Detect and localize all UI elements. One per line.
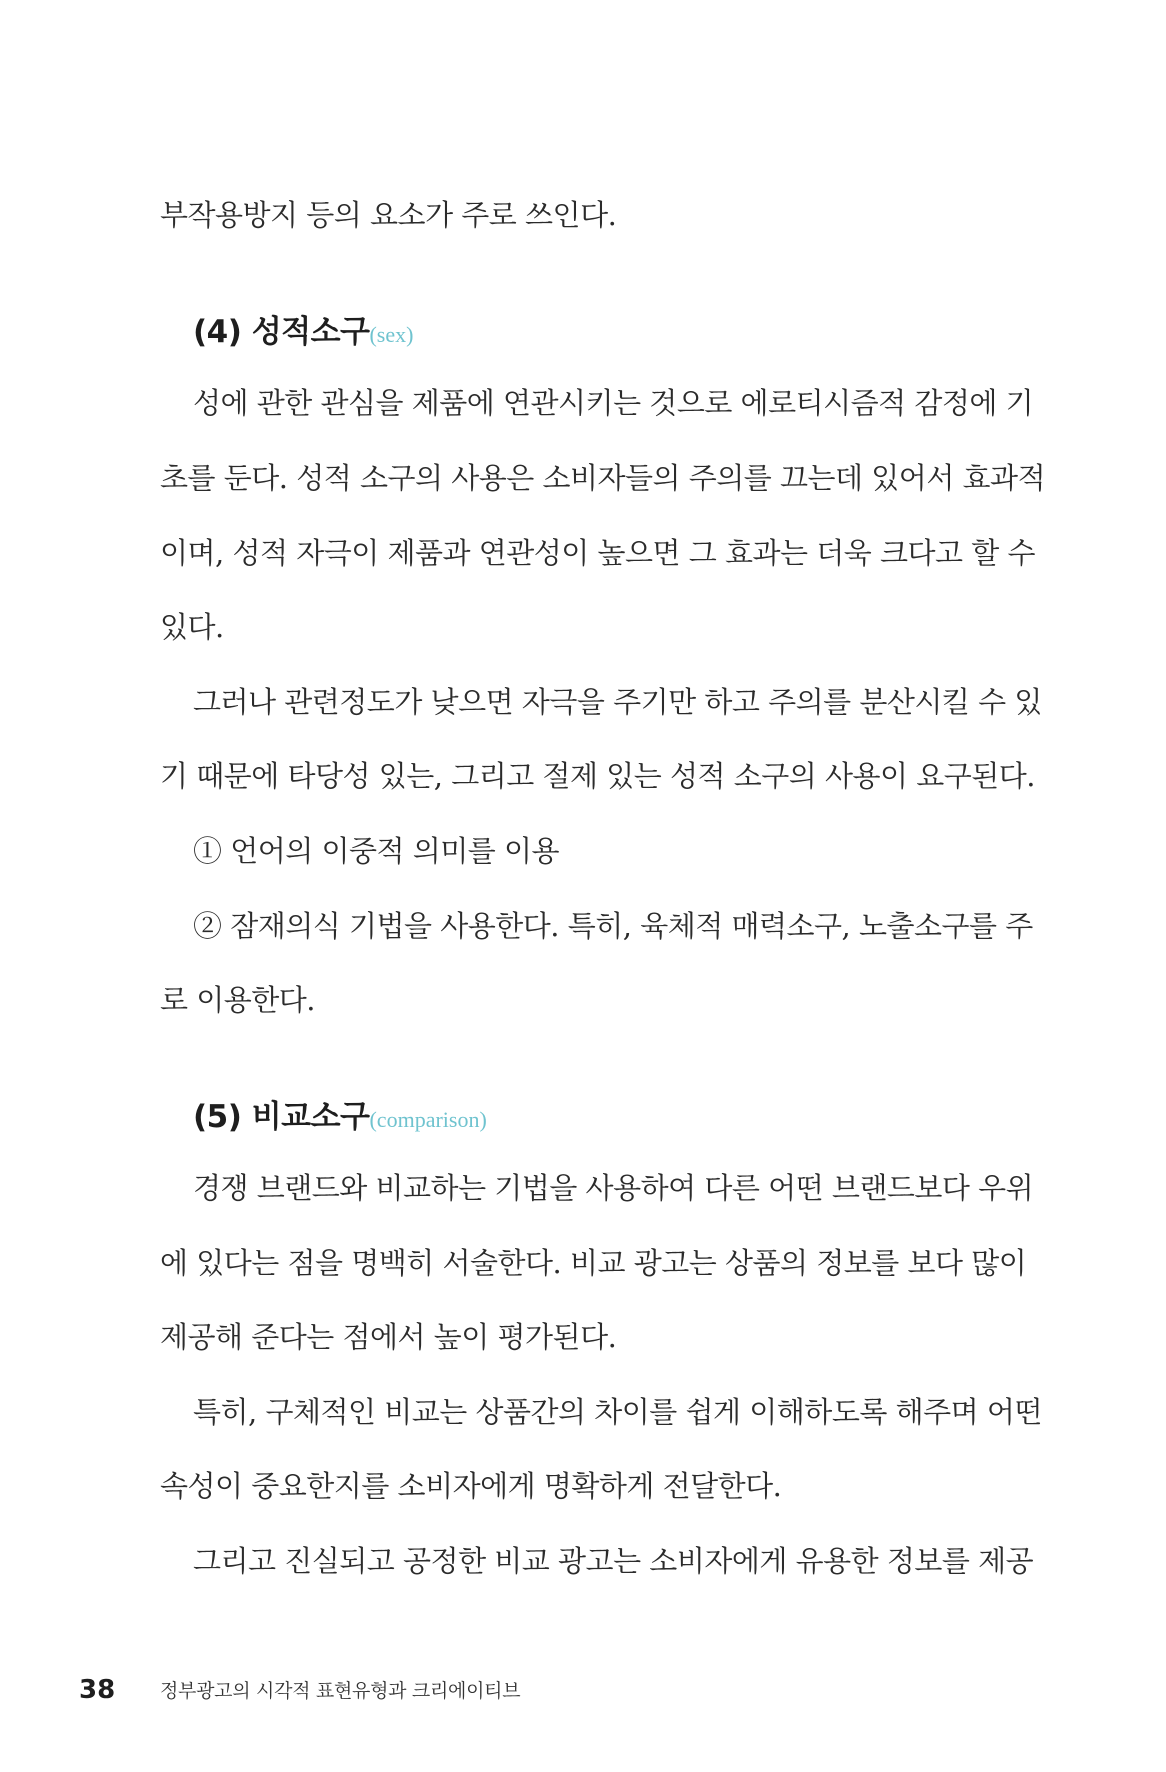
- section-4-heading: [193, 312, 413, 355]
- section-5-line: 경쟁 브랜드와 비교하는 기법을 사용하여 다른 어떤 브랜드보다 우위: [193, 1171, 1034, 1205]
- section-5-heading: [193, 1097, 487, 1140]
- section-4-line: 기 때문에 타당성 있는, 그리고 절제 있는 성적 소구의 사용이 요구된다.: [160, 759, 1036, 793]
- section-5-line: 에 있다는 점을 명백히 서술한다. 비교 광고는 상품의 정보를 보다 많이: [160, 1246, 1027, 1280]
- section-4-line: 성에 관한 관심을 제품에 연관시키는 것으로 에로티시즘적 감정에 기: [193, 386, 1034, 420]
- section-4-list-item: ① 언어의 이중적 의미를 이용: [193, 834, 560, 868]
- section-5-line: 그리고 진실되고 공정한 비교 광고는 소비자에게 유용한 정보를 제공: [193, 1544, 1034, 1578]
- section-4-line: 있다.: [160, 610, 224, 644]
- section-4-line: 로 이용한다.: [160, 983, 316, 1017]
- section-4-list-item: ② 잠재의식 기법을 사용한다. 특히, 육체적 매력소구, 노출소구를 주: [193, 909, 1033, 943]
- section-4-line: 이며, 성적 자극이 제품과 연관성이 높으면 그 효과는 더욱 크다고 할 수: [160, 536, 1036, 570]
- section-5-title: (5) 비교소구: [193, 1099, 370, 1135]
- section-5-title-en: (comparison): [369, 1107, 487, 1132]
- intro-line: 부작용방지 등의 요소가 주로 쓰인다.: [160, 198, 617, 232]
- section-4-line: 그러나 관련정도가 낮으면 자극을 주기만 하고 주의를 분산시킬 수 있: [193, 685, 1042, 719]
- section-4-line: 초를 둔다. 성적 소구의 사용은 소비자들의 주의를 끄는데 있어서 효과적: [160, 461, 1046, 495]
- section-4-title-en: (sex): [369, 322, 414, 347]
- section-4-title: (4) 성적소구: [193, 314, 370, 350]
- section-5-line: 제공해 준다는 점에서 높이 평가된다.: [160, 1320, 617, 1354]
- section-5-line: 속성이 중요한지를 소비자에게 명확하게 전달한다.: [160, 1469, 782, 1503]
- section-5-line: 특히, 구체적인 비교는 상품간의 차이를 쉽게 이해하도록 해주며 어떤: [193, 1395, 1042, 1429]
- page-number: 38: [79, 1675, 116, 1705]
- running-footer-title: 정부광고의 시각적 표현유형과 크리에이티브: [160, 1680, 521, 1702]
